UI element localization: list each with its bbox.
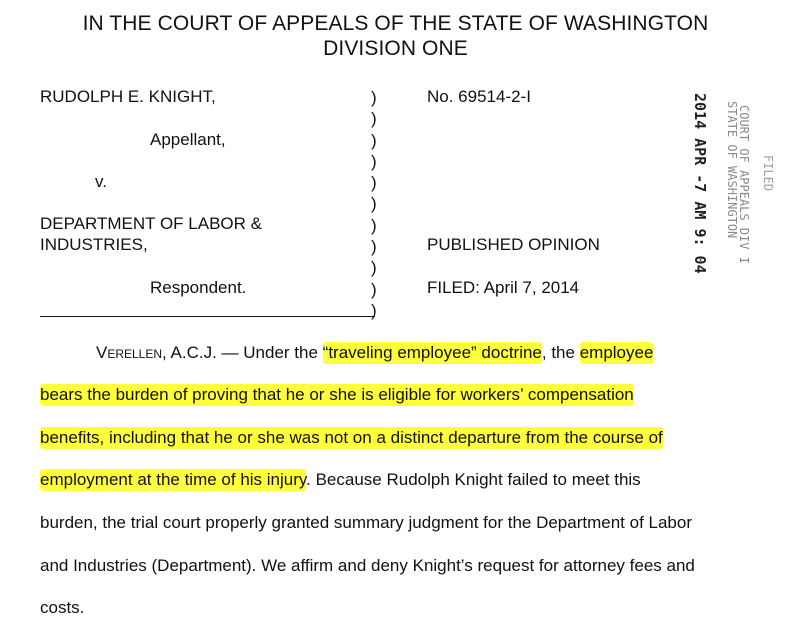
opinion-line-5: burden, the trial court properly granted summary judgment for the Department of Labor [40,513,693,532]
filing-stamp [691,93,791,303]
opinion-line-1 [96,343,653,363]
court-title: IN THE COURT OF APPEALS OF THE STATE OF WASHINGTON [82,12,709,35]
opinion-line-7: costs. [40,598,85,617]
opinion-text: Under the [243,343,323,362]
opinion-line-3 [40,428,663,448]
respondent-role: Respondent. [150,278,247,297]
stamp-state: STATE OF WASHINGTON [725,101,739,239]
stamp-date: 2014 APR -7 AM 9: 04 [691,93,709,274]
stamp-court: COURT OF APPEALS DIV I [737,105,751,264]
caption-parentheses: ) ) ) ) ) ) ) ) ) ) ) [371,88,377,320]
case-number: No. 69514-2-I [427,87,531,106]
opinion-line-2 [40,385,634,405]
opinion-line-4 [40,470,641,490]
highlight-benefits: benefits, including that he or she was not on a distinct departure from the course of [40,428,663,447]
opinion-text: , the [541,343,580,362]
opinion-line-6: and Industries (Department). We affirm and deny Knight’s request for attorney fees and [40,556,695,575]
versus: v. [95,172,107,191]
caption-rule [40,316,375,317]
appellant-role: Appellant, [150,130,226,149]
stamp-filed: FILED [761,155,775,192]
opinion-author: Verellen, A.C.J. [96,343,217,362]
appellant-name: RUDOLPH E. KNIGHT, [40,87,216,106]
filed-date: FILED: April 7, 2014 [427,278,580,297]
highlight-burden: bears the burden of proving that he or she is eligible for workers’ compensation [40,385,634,404]
respondent-name-line2: INDUSTRIES, [40,235,148,254]
respondent-name-line1: DEPARTMENT OF LABOR & [40,214,262,233]
highlight-employee: employee [579,343,654,362]
highlight-doctrine: “traveling employee” doctrine [322,343,542,362]
opinion-type: PUBLISHED OPINION [427,235,600,254]
court-division: DIVISION ONE [323,37,468,60]
opinion-dash: — [216,343,244,362]
opinion-text: . Because Rudolph Knight failed to meet this [306,470,641,489]
highlight-employment: employment at the time of his injury [40,470,307,489]
